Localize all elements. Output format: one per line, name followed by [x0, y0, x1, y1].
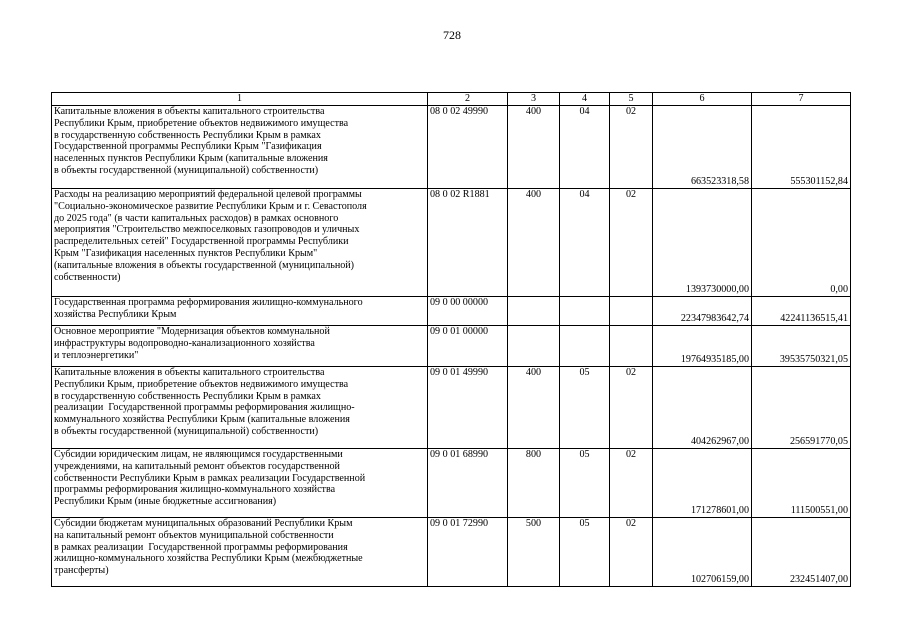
expense-type-code: 800: [508, 449, 560, 518]
table-row: [52, 449, 851, 518]
amount-col6: 171278601,00: [653, 449, 752, 518]
section-code: 05: [560, 367, 610, 449]
subsection-code: 02: [610, 106, 653, 189]
column-header: 3: [508, 93, 560, 106]
row-description: Основное мероприятие "Модернизация объектов коммунальной инфраструктуры водопроводно-канализационного хозяйства и теплоэнергетики": [52, 326, 428, 367]
column-header: 1: [52, 93, 428, 106]
target-article-code: 08 0 02 49990: [428, 106, 508, 189]
expense-type-code: [508, 297, 560, 326]
target-article-code: 09 0 01 00000: [428, 326, 508, 367]
amount-col6: 663523318,58: [653, 106, 752, 189]
table-row: [52, 106, 851, 189]
row-description: Капитальные вложения в объекты капитального строительства Республики Крым, приобретение объектов недвижимого имущества в государственную собственность Республики Крым в рамках Государственной программы Республики Крым "Газификация населенных пунктов Республики Крым (капитальные вложения в объекты государственной (муниципальной) собственности): [52, 106, 428, 189]
section-code: 05: [560, 518, 610, 587]
row-description: Капитальные вложения в объекты капитального строительства Республики Крым, приобретение объектов недвижимого имущества в государственную собственность Республики Крым в рамках реализации Государственной программы реформирования жилищно- коммунального хозяйства Республики Крым (капитальные вложения в объекты государственной (муниципальной) собственности): [52, 367, 428, 449]
amount-col7: 111500551,00: [752, 449, 851, 518]
subsection-code: 02: [610, 189, 653, 297]
table-header-row: [52, 93, 851, 106]
row-description: Субсидии бюджетам муниципальных образований Республики Крым на капитальный ремонт объектов муниципальной собственности в рамках реализации Государственной программы реформирования жилищно-коммунального хозяйства Республики Крым (межбюджетные трансферты): [52, 518, 428, 587]
target-article-code: 09 0 01 49990: [428, 367, 508, 449]
expense-type-code: 400: [508, 367, 560, 449]
section-code: 05: [560, 449, 610, 518]
column-header: 7: [752, 93, 851, 106]
column-header: 2: [428, 93, 508, 106]
column-header: 4: [560, 93, 610, 106]
page-number: 728: [443, 28, 461, 42]
expense-type-code: 400: [508, 106, 560, 189]
amount-col6: 22347983642,74: [653, 297, 752, 326]
target-article-code: 09 0 01 72990: [428, 518, 508, 587]
amount-col6: 1393730000,00: [653, 189, 752, 297]
column-header: 6: [653, 93, 752, 106]
amount-col6: 404262967,00: [653, 367, 752, 449]
target-article-code: 09 0 01 68990: [428, 449, 508, 518]
amount-col7: 256591770,05: [752, 367, 851, 449]
section-code: [560, 297, 610, 326]
section-code: 04: [560, 106, 610, 189]
column-header: 5: [610, 93, 653, 106]
amount-col7: 42241136515,41: [752, 297, 851, 326]
subsection-code: [610, 297, 653, 326]
table-row: [52, 367, 851, 449]
table-row: [52, 518, 851, 587]
row-description: Расходы на реализацию мероприятий федеральной целевой программы "Социально-экономическое развитие Республики Крым и г. Севастополя до 2025 года" (в части капитальных расходов) в рамках основного мероприятия "Строительство межпоселковых газопроводов и уличных распределительных сетей" Государственной программы Республики Крым "Газификация населенных пунктов Республики Крым" (капитальные вложения в объекты государственной (муниципальной) собственности): [52, 189, 428, 297]
target-article-code: 09 0 00 00000: [428, 297, 508, 326]
expense-type-code: 400: [508, 189, 560, 297]
subsection-code: 02: [610, 518, 653, 587]
row-description: Государственная программа реформирования жилищно-коммунального хозяйства Республики Крым: [52, 297, 428, 326]
target-article-code: 08 0 02 R1881: [428, 189, 508, 297]
amount-col6: 102706159,00: [653, 518, 752, 587]
subsection-code: 02: [610, 449, 653, 518]
amount-col6: 19764935185,00: [653, 326, 752, 367]
subsection-code: [610, 326, 653, 367]
expense-type-code: 500: [508, 518, 560, 587]
section-code: [560, 326, 610, 367]
budget-table: [51, 92, 851, 587]
row-description: Субсидии юридическим лицам, не являющимся государственными учреждениями, на капитальный ремонт объектов государственной собственности Республики Крым в рамках реализации Государственной программы реформирования жилищно-коммунального хозяйства Республики Крым (иные бюджетные ассигнования): [52, 449, 428, 518]
expense-type-code: [508, 326, 560, 367]
amount-col7: 0,00: [752, 189, 851, 297]
table-row: [52, 326, 851, 367]
table-row: [52, 297, 851, 326]
amount-col7: 232451407,00: [752, 518, 851, 587]
subsection-code: 02: [610, 367, 653, 449]
amount-col7: 39535750321,05: [752, 326, 851, 367]
section-code: 04: [560, 189, 610, 297]
table-row: [52, 189, 851, 297]
amount-col7: 555301152,84: [752, 106, 851, 189]
